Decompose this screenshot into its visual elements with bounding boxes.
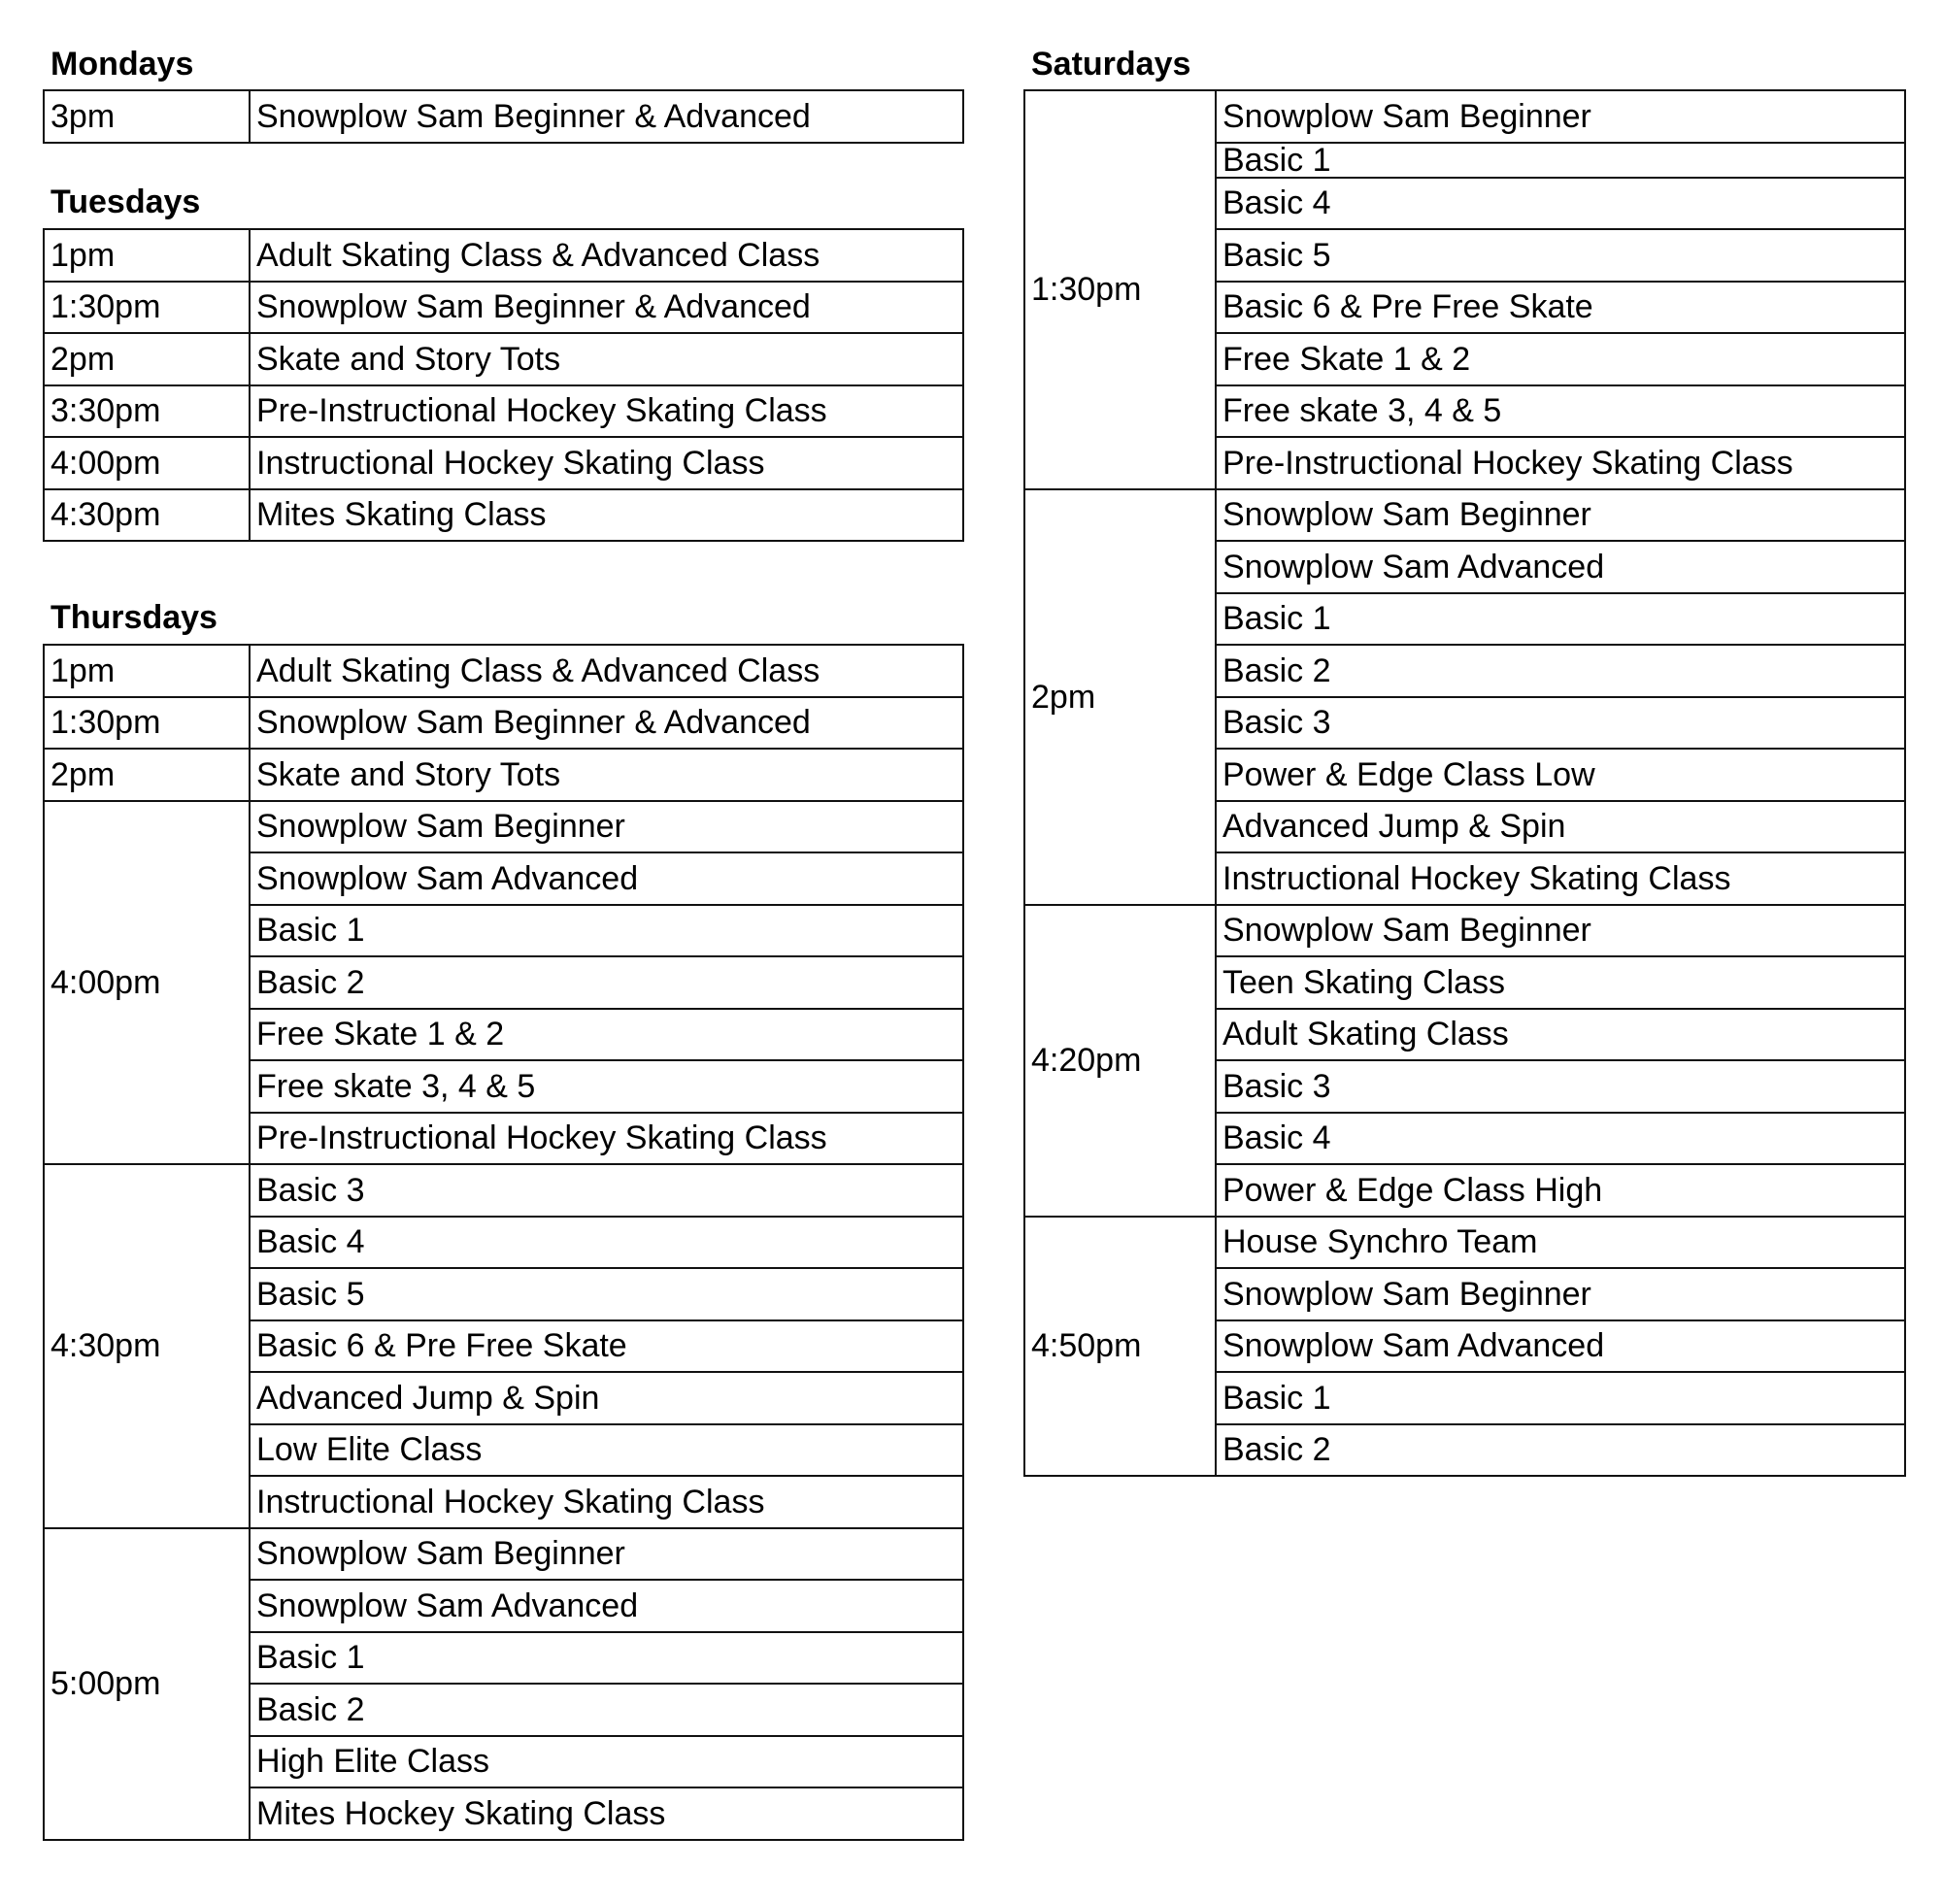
table-row xyxy=(44,229,963,282)
time-cell: 2pm xyxy=(44,749,250,801)
table-row xyxy=(44,1164,963,1217)
class-cell: Basic 3 xyxy=(1216,1060,1905,1113)
thursdays-heading: Thursdays xyxy=(50,599,218,636)
saturdays-heading: Saturdays xyxy=(1031,46,1191,83)
class-cell: High Elite Class xyxy=(250,1736,963,1788)
class-cell: Adult Skating Class & Advanced Class xyxy=(250,645,963,697)
class-cell: Skate and Story Tots xyxy=(250,333,963,385)
time-cell: 1pm xyxy=(44,229,250,282)
class-cell: Instructional Hockey Skating Class xyxy=(1216,852,1905,905)
table-row xyxy=(44,801,963,853)
class-cell: Power & Edge Class Low xyxy=(1216,749,1905,801)
class-cell: Mites Skating Class xyxy=(250,489,963,542)
class-cell: Basic 4 xyxy=(1216,178,1905,230)
class-cell: Basic 1 xyxy=(250,1632,963,1685)
table-row xyxy=(44,437,963,489)
time-cell: 2pm xyxy=(1024,489,1216,905)
table-row xyxy=(44,282,963,334)
class-cell: Instructional Hockey Skating Class xyxy=(250,437,963,489)
class-cell: Free skate 3, 4 & 5 xyxy=(250,1060,963,1113)
class-cell: Snowplow Sam Beginner & Advanced xyxy=(250,282,963,334)
table-row xyxy=(44,749,963,801)
class-cell: Low Elite Class xyxy=(250,1424,963,1477)
time-cell: 4:50pm xyxy=(1024,1217,1216,1477)
class-cell: Skate and Story Tots xyxy=(250,749,963,801)
class-cell: Snowplow Sam Advanced xyxy=(250,852,963,905)
tuesdays-heading: Tuesdays xyxy=(50,184,201,220)
class-cell: Instructional Hockey Skating Class xyxy=(250,1476,963,1528)
tuesdays-table xyxy=(43,228,964,542)
thursdays-table xyxy=(43,644,964,1841)
time-cell: 1:30pm xyxy=(44,697,250,750)
class-cell: Advanced Jump & Spin xyxy=(250,1372,963,1424)
class-cell: Basic 2 xyxy=(250,956,963,1009)
table-row xyxy=(44,1528,963,1581)
table-row xyxy=(44,90,963,143)
class-cell: Basic 3 xyxy=(250,1164,963,1217)
class-cell: Free Skate 1 & 2 xyxy=(1216,333,1905,385)
class-cell: Basic 6 & Pre Free Skate xyxy=(1216,282,1905,334)
class-cell: Mites Hockey Skating Class xyxy=(250,1787,963,1840)
table-row xyxy=(44,333,963,385)
class-cell: Pre-Instructional Hockey Skating Class xyxy=(1216,437,1905,489)
class-cell: Basic 4 xyxy=(1216,1113,1905,1165)
time-cell: 5:00pm xyxy=(44,1528,250,1840)
class-cell: Power & Edge Class High xyxy=(1216,1164,1905,1217)
class-cell: Basic 1 xyxy=(1216,593,1905,646)
class-cell: Adult Skating Class xyxy=(1216,1009,1905,1061)
time-cell: 4:00pm xyxy=(44,437,250,489)
time-cell: 3pm xyxy=(44,90,250,143)
class-cell: Snowplow Sam Beginner xyxy=(1216,90,1905,143)
class-cell: Pre-Instructional Hockey Skating Class xyxy=(250,1113,963,1165)
class-cell: Snowplow Sam Advanced xyxy=(1216,1320,1905,1373)
class-cell: Basic 2 xyxy=(1216,1424,1905,1477)
time-cell: 1pm xyxy=(44,645,250,697)
class-cell: Free Skate 1 & 2 xyxy=(250,1009,963,1061)
class-cell: Snowplow Sam Beginner xyxy=(1216,905,1905,957)
time-cell: 4:30pm xyxy=(44,1164,250,1528)
time-cell: 4:20pm xyxy=(1024,905,1216,1217)
class-cell: Basic 1 xyxy=(250,905,963,957)
class-cell: Basic 1 xyxy=(1216,1372,1905,1424)
table-row xyxy=(1024,90,1905,143)
table-row xyxy=(1024,905,1905,957)
class-cell: Snowplow Sam Beginner xyxy=(1216,489,1905,542)
time-cell: 2pm xyxy=(44,333,250,385)
class-cell: Snowplow Sam Beginner xyxy=(1216,1268,1905,1320)
class-cell: Basic 6 & Pre Free Skate xyxy=(250,1320,963,1373)
class-cell: Pre-Instructional Hockey Skating Class xyxy=(250,385,963,438)
time-cell: 1:30pm xyxy=(1024,90,1216,489)
class-cell: Basic 2 xyxy=(250,1684,963,1736)
class-cell: Adult Skating Class & Advanced Class xyxy=(250,229,963,282)
class-cell: Advanced Jump & Spin xyxy=(1216,801,1905,853)
class-cell: Snowplow Sam Beginner & Advanced xyxy=(250,697,963,750)
class-cell: Basic 4 xyxy=(250,1217,963,1269)
table-row xyxy=(44,385,963,438)
class-cell: Snowplow Sam Beginner xyxy=(250,1528,963,1581)
table-row xyxy=(44,645,963,697)
class-cell: Basic 5 xyxy=(250,1268,963,1320)
table-row xyxy=(44,489,963,542)
mondays-heading: Mondays xyxy=(50,46,194,83)
class-cell: House Synchro Team xyxy=(1216,1217,1905,1269)
class-cell: Snowplow Sam Advanced xyxy=(1216,541,1905,593)
class-cell: Snowplow Sam Beginner & Advanced xyxy=(250,90,963,143)
time-cell: 1:30pm xyxy=(44,282,250,334)
class-cell: Free skate 3, 4 & 5 xyxy=(1216,385,1905,438)
time-cell: 4:00pm xyxy=(44,801,250,1165)
table-row xyxy=(1024,1217,1905,1269)
class-cell: Snowplow Sam Advanced xyxy=(250,1580,963,1632)
table-row xyxy=(1024,489,1905,542)
class-cell: Snowplow Sam Beginner xyxy=(250,801,963,853)
time-cell: 4:30pm xyxy=(44,489,250,542)
class-cell: Basic 5 xyxy=(1216,229,1905,282)
class-cell: Basic 2 xyxy=(1216,645,1905,697)
class-cell: Teen Skating Class xyxy=(1216,956,1905,1009)
class-cell: Basic 3 xyxy=(1216,697,1905,750)
class-cell: Basic 1 xyxy=(1216,143,1905,178)
saturdays-table xyxy=(1023,89,1906,1477)
table-row xyxy=(44,697,963,750)
mondays-table xyxy=(43,89,964,144)
time-cell: 3:30pm xyxy=(44,385,250,438)
